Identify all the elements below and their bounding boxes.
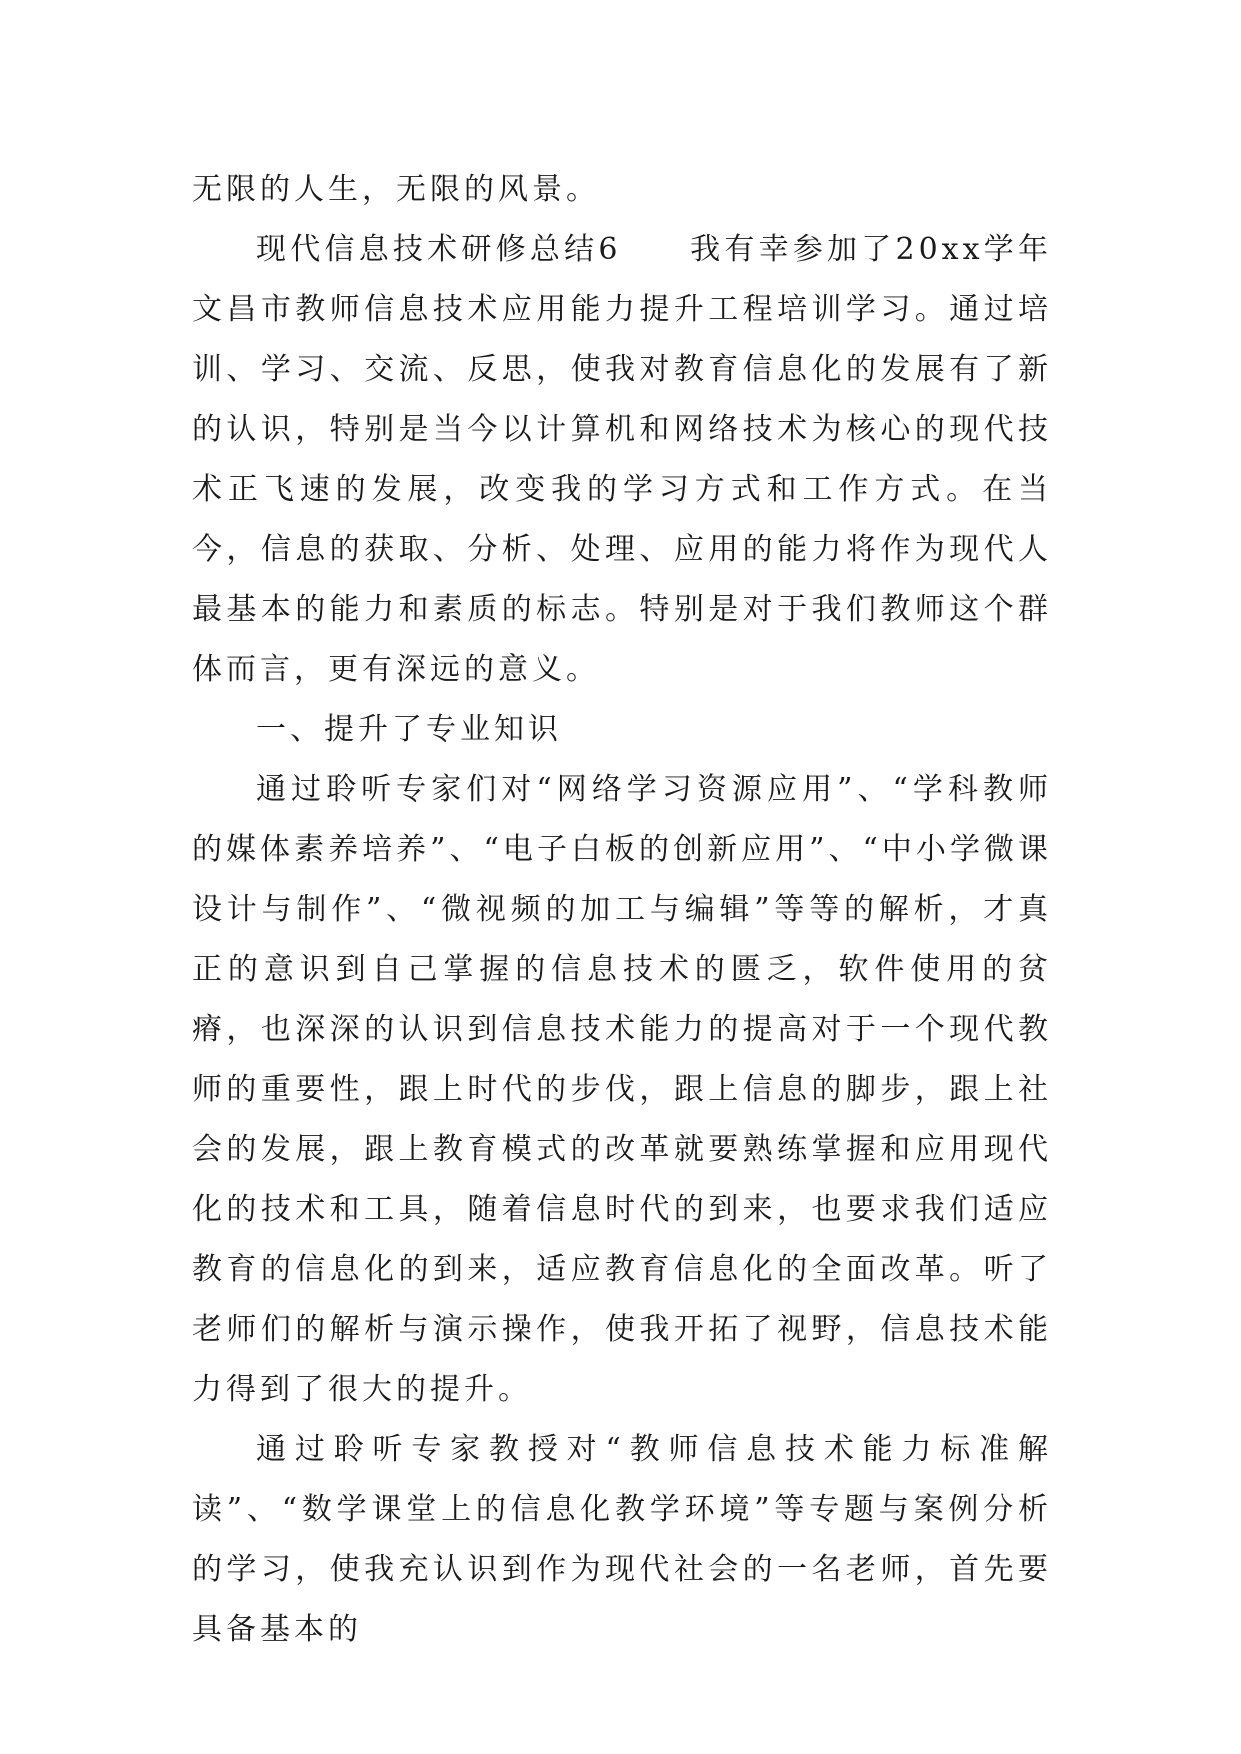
paragraph-professor-lectures: 通过聆听专家教授对“教师信息技术能力标准解读”、“数学课堂上的信息化教学环境”等专题与案例分析的学习，使我充认识到作为现代社会的一名老师，首先要具备基本的 [192, 1432, 1052, 1647]
paragraph-expert-lectures: 通过聆听专家们对“网络学习资源应用”、“学科教师的媒体素养培养”、“电子白板的创新应用”、“中小学微课设计与制作”、“微视频的加工与编辑”等等的解析，才真正的意识到自己掌握的信息技术的匮乏，软件使用的贫瘠，也深深的认识到信息技术能力的提高对于一个现代教师的重要性，跟上时代的步伐，跟上信息的脚步，跟上社会的发展，跟上教育模式的改革就要熟练掌握和应用现代化的技术和工具，随着信息时代的到来，也要求我们适应教育的信息化的到来，适应教育信息化的全面改革。听了老师们的解析与演示操作，使我开拓了视野，信息技术能力得到了很大的提升。 [192, 772, 1052, 1407]
body-text [192, 160, 1052, 1660]
paragraph-summary-intro: 现代信息技术研修总结6 我有幸参加了20xx学年文昌市教师信息技术应用能力提升工程培训学习。通过培训、学习、交流、反思，使我对教育信息化的发展有了新的认识，特别是当今以计算机和网络技术为核心的现代技术正飞速的发展，改变我的学习方式和工作方式。在当今，信息的获取、分析、处理、应用的能力将作为现代人最基本的能力和素质的标志。特别是对于我们教师这个群体而言，更有深远的意义。 [192, 232, 1052, 687]
section-heading-professional-knowledge: 一、提升了专业知识 [256, 712, 562, 747]
paragraph-closing-line: 无限的人生，无限的风景。 [192, 172, 600, 207]
